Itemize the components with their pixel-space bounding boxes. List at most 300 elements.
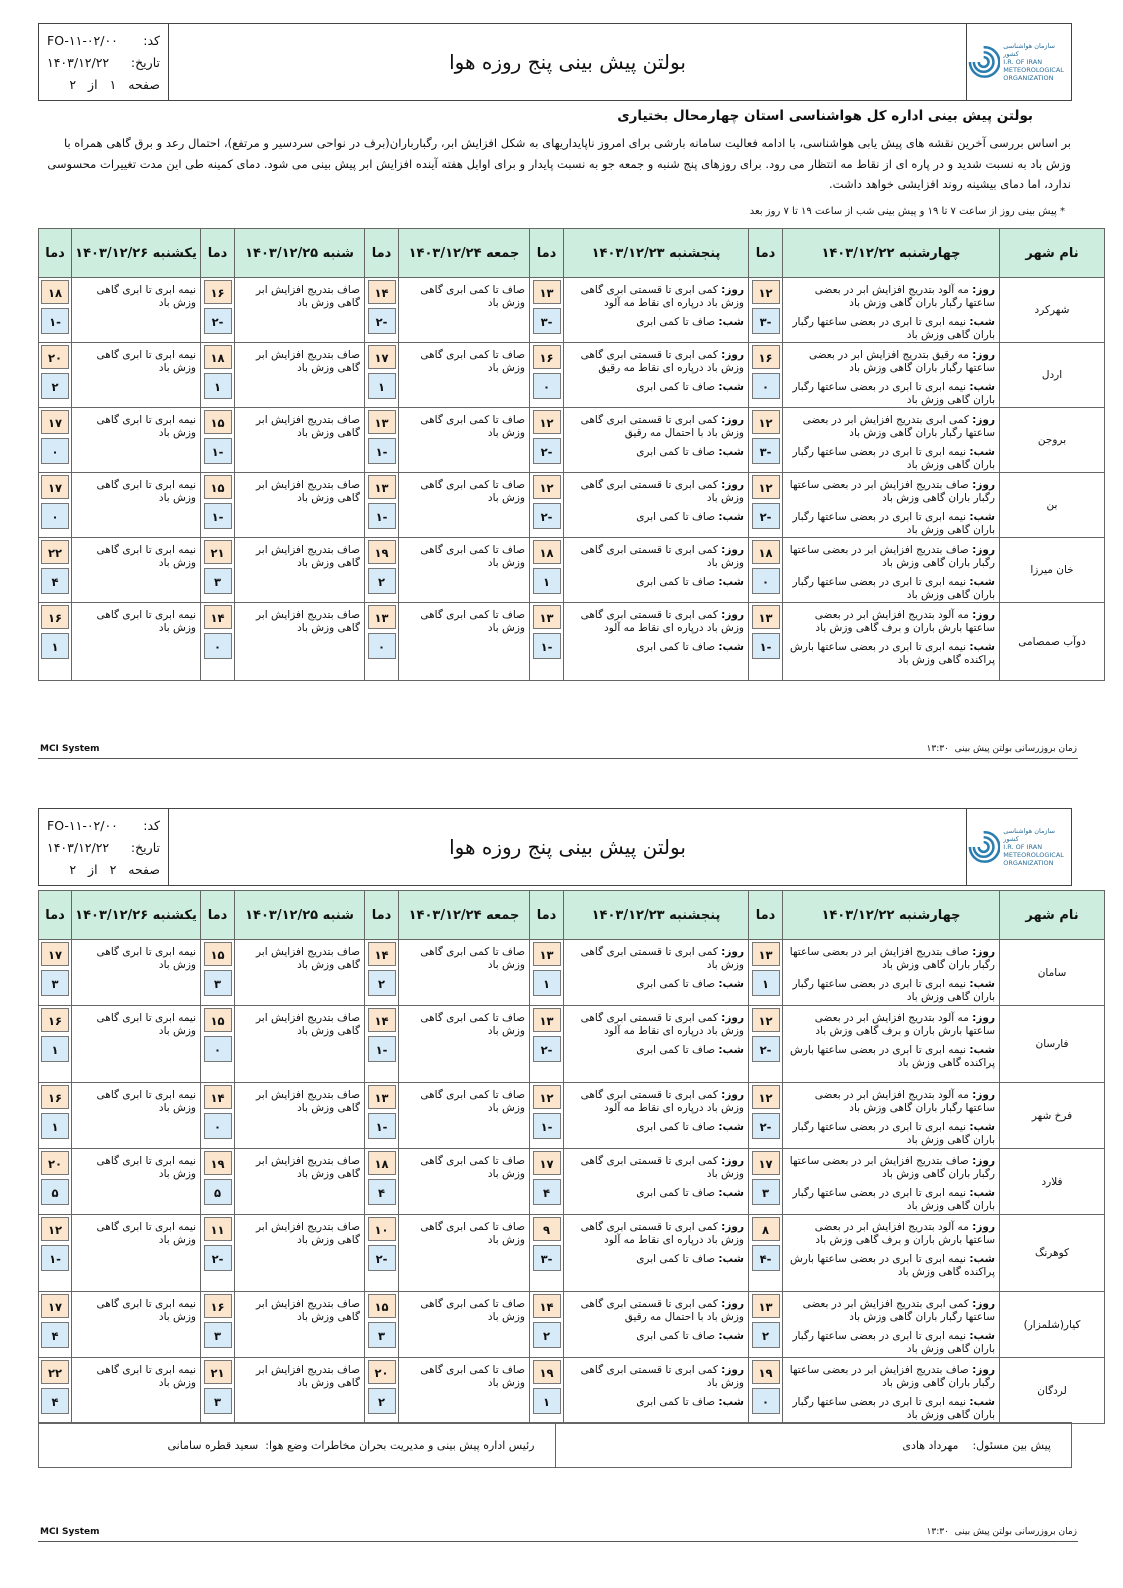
- forecast-text: صاف بتدریج افزایش ابر گاهی وزش باد: [256, 1155, 360, 1180]
- temp-cell: [749, 408, 783, 473]
- forecast-text: صاف تا کمی ابری گاهی وزش باد: [420, 544, 525, 569]
- temp-cell: [365, 343, 399, 408]
- night-label: شب:: [718, 1121, 744, 1133]
- temp-cell: [365, 603, 399, 681]
- night-label: شب:: [969, 381, 995, 393]
- temp-min: ۵: [41, 1179, 69, 1205]
- night-label: شب:: [718, 1187, 744, 1199]
- temp-cell: [201, 603, 235, 681]
- temp-cell: [749, 1083, 783, 1149]
- night-label: شب:: [718, 511, 744, 523]
- night-label: شب:: [718, 641, 744, 653]
- day-label: روز:: [972, 1221, 995, 1233]
- forecast-cell-d5: [72, 1149, 201, 1215]
- forecast-cell-d1: [783, 1006, 1000, 1083]
- temp-max: ۱۳: [533, 1008, 561, 1032]
- temp-min: ۱: [368, 373, 396, 399]
- temp-min: -۳: [533, 1245, 561, 1271]
- temp-min: ۴: [41, 1388, 69, 1414]
- temp-cell: [749, 603, 783, 681]
- date-label: تاریخ:: [130, 840, 160, 855]
- code-label: کد:: [143, 33, 160, 48]
- day-label: روز:: [972, 946, 995, 958]
- forecast-text: صاف تا کمی ابری گاهی وزش باد: [420, 609, 525, 634]
- temp-min: ۴: [368, 1179, 396, 1205]
- col-day3: جمعه ۱۴۰۳/۱۲/۲۴: [399, 229, 530, 278]
- temp-cell: [749, 1006, 783, 1083]
- temp-cell: [201, 473, 235, 538]
- day-forecast: مه آلود بتدریج افزایش ابر در بعضی ساعتها بارش باران و برف گاهی وزش باد: [814, 1012, 995, 1037]
- temp-max: ۱۵: [204, 410, 232, 434]
- meteorology-logo-icon: [967, 42, 1000, 82]
- night-forecast: صاف تا کمی ابری: [636, 1396, 716, 1408]
- night-label: شب:: [969, 1121, 995, 1133]
- temp-cell: [39, 473, 72, 538]
- temp-cell: [201, 1006, 235, 1083]
- night-label: شب:: [969, 1187, 995, 1199]
- night-forecast: صاف تا کمی ابری: [636, 641, 716, 653]
- forecast-time-note: * پیش بینی روز از ساعت ۷ تا ۱۹ و پیش بینی شب از ساعت ۱۹ تا ۷ روز بعد: [749, 206, 1065, 217]
- temp-max: ۱۳: [752, 605, 780, 629]
- day-forecast: مه آلود بتدریج افزایش ابر در بعضی ساعتها بارش باران و برف گاهی وزش باد: [814, 1221, 995, 1246]
- temp-max: ۱۲: [533, 410, 561, 434]
- temp-min: ۲: [368, 568, 396, 594]
- temp-max: ۱۶: [41, 1008, 69, 1032]
- day-forecast: کمی ابری تا قسمتی ابری گاهی وزش باد درپاره ای نقاط مه آلود: [580, 284, 744, 309]
- temp-cell: [39, 408, 72, 473]
- temp-cell: [530, 473, 564, 538]
- day-forecast: کمی ابری بتدریج افزایش ابر در بعضی ساعتها رگبار باران گاهی وزش باد: [802, 414, 995, 439]
- temp-min: ۱: [41, 1113, 69, 1139]
- day-label: روز:: [972, 349, 995, 361]
- forecast-cell-d3: [399, 278, 530, 343]
- forecast-cell-d1: [783, 1083, 1000, 1149]
- night-forecast: نیمه ابری تا ابری در بعضی ساعتها رگبار باران گاهی وزش باد: [792, 316, 995, 341]
- footer-update-label: زمان بروزرسانی بولتن پیش بینی: [954, 744, 1077, 754]
- date-value: ۱۴۰۳/۱۲/۲۲: [47, 840, 110, 855]
- forecast-cell-d5: [72, 1292, 201, 1358]
- night-forecast: صاف تا کمی ابری: [636, 978, 716, 990]
- col-day1: چهارشنبه ۱۴۰۳/۱۲/۲۲: [783, 229, 1000, 278]
- forecast-cell-d1: [783, 1292, 1000, 1358]
- temp-cell: [749, 1215, 783, 1292]
- forecast-text: صاف تا کمی ابری گاهی وزش باد: [420, 1364, 525, 1389]
- table-row: [39, 473, 1105, 538]
- temp-max: ۱۵: [368, 1294, 396, 1318]
- temp-cell: [530, 538, 564, 603]
- forecast-text: نیمه ابری تا ابری گاهی وزش باد: [96, 479, 196, 504]
- temp-max: ۱۸: [533, 540, 561, 564]
- day-forecast: کمی ابری تا قسمتی ابری گاهی وزش باد درپاره ای نقاط مه رقیق: [580, 349, 744, 374]
- day-label: روز:: [721, 1012, 744, 1024]
- temp-cell: [749, 343, 783, 408]
- day-forecast: کمی ابری تا قسمتی ابری گاهی وزش باد درپاره ای نقاط مه آلود: [580, 1012, 744, 1037]
- temp-cell: [39, 1358, 72, 1424]
- forecast-cell-d4: [235, 538, 365, 603]
- forecast-text: صاف تا کمی ابری گاهی وزش باد: [420, 349, 525, 374]
- forecaster-name: مهرداد هادی: [902, 1438, 959, 1452]
- temp-max: ۲۰: [368, 1360, 396, 1384]
- forecast-cell-d5: [72, 1358, 201, 1424]
- forecast-text: صاف تا کمی ابری گاهی وزش باد: [420, 1298, 525, 1323]
- night-label: شب:: [969, 511, 995, 523]
- forecast-cell-d3: [399, 408, 530, 473]
- table-row: [39, 408, 1105, 473]
- day-label: روز:: [972, 544, 995, 556]
- forecast-cell-d2: [564, 1149, 749, 1215]
- temp-cell: [365, 1292, 399, 1358]
- day-label: روز:: [721, 946, 744, 958]
- day-forecast: کمی ابری تا قسمتی ابری گاهی وزش باد: [580, 1364, 744, 1389]
- temp-min: ۱: [752, 970, 780, 996]
- forecast-cell-d3: [399, 1215, 530, 1292]
- night-forecast: نیمه ابری تا ابری در بعضی ساعتها رگبار باران گاهی وزش باد: [792, 1396, 995, 1421]
- day-forecast: مه آلود بتدریج افزایش ابر در بعضی ساعتها رگبار باران گاهی وزش باد: [814, 284, 995, 309]
- temp-min: -۱: [41, 1245, 69, 1271]
- temp-min: -۱: [204, 438, 232, 464]
- logo-text-1: I.R. OF IRAN: [1003, 58, 1043, 66]
- forecast-cell-d5: [72, 343, 201, 408]
- temp-max: ۱۹: [752, 1360, 780, 1384]
- day-label: روز:: [972, 414, 995, 426]
- day-forecast: کمی ابری بتدریج افزایش ابر در بعضی ساعتها رگبار باران گاهی وزش باد: [802, 1298, 995, 1323]
- temp-max: ۱۴: [204, 605, 232, 629]
- temp-max: ۱۳: [533, 280, 561, 304]
- forecast-cell-d2: [564, 603, 749, 681]
- temp-min: ۰: [204, 1036, 232, 1062]
- temp-min: -۲: [533, 1036, 561, 1062]
- night-forecast: نیمه ابری تا ابری در بعضی ساعتها بارش پراکنده گاهی وزش باد: [789, 1044, 995, 1069]
- temp-max: ۱۸: [368, 1151, 396, 1175]
- temp-cell: [365, 1149, 399, 1215]
- temp-max: ۱۴: [368, 1008, 396, 1032]
- temp-max: ۱۵: [204, 1008, 232, 1032]
- night-forecast: صاف تا کمی ابری: [636, 1253, 716, 1265]
- temp-max: ۱۰: [368, 1217, 396, 1241]
- temp-min: -۲: [204, 308, 232, 334]
- table-header-row: [39, 229, 1105, 278]
- temp-max: ۲۲: [41, 1360, 69, 1384]
- head-label: رئیس اداره پیش بینی و مدیریت بحران مخاطرات وضع هوا:: [265, 1438, 535, 1452]
- forecast-cell-d2: [564, 538, 749, 603]
- col-temp: دما: [365, 891, 399, 940]
- table-row: [39, 603, 1105, 681]
- temp-min: -۲: [368, 308, 396, 334]
- temp-cell: [530, 1006, 564, 1083]
- forecast-text: صاف بتدریج افزایش ابر گاهی وزش باد: [256, 1364, 360, 1389]
- table-row: [39, 1292, 1105, 1358]
- code-value: FO-۱۱-۰۲/۰۰: [47, 33, 118, 48]
- col-temp: دما: [201, 229, 235, 278]
- temp-cell: [39, 278, 72, 343]
- table-row: [39, 1149, 1105, 1215]
- head-name: سعید قطره سامانی: [167, 1438, 259, 1452]
- forecast-cell-d1: [783, 473, 1000, 538]
- day-label: روز:: [721, 349, 744, 361]
- temp-min: ۱: [533, 568, 561, 594]
- forecast-cell-d5: [72, 1006, 201, 1083]
- temp-min: ۲: [533, 1322, 561, 1348]
- temp-min: -۲: [752, 1036, 780, 1062]
- footer-update-label: زمان بروزرسانی بولتن پیش بینی: [954, 1527, 1077, 1537]
- forecast-text: نیمه ابری تا ابری گاهی وزش باد: [96, 544, 196, 569]
- night-forecast: نیمه ابری تا ابری در بعضی ساعتها رگبار باران گاهی وزش باد: [792, 576, 995, 601]
- temp-cell: [39, 1149, 72, 1215]
- night-label: شب:: [969, 1330, 995, 1342]
- forecast-cell-d3: [399, 1006, 530, 1083]
- forecast-text: صاف تا کمی ابری گاهی وزش باد: [420, 1012, 525, 1037]
- col-city: نام شهر: [1000, 229, 1105, 278]
- temp-max: ۱۶: [533, 345, 561, 369]
- date-label: تاریخ:: [130, 55, 160, 70]
- temp-cell: [749, 940, 783, 1006]
- temp-min: ۰: [41, 503, 69, 529]
- code-label: کد:: [143, 818, 160, 833]
- temp-max: ۹: [533, 1217, 561, 1241]
- temp-cell: [530, 1149, 564, 1215]
- temp-cell: [39, 1006, 72, 1083]
- temp-min: -۱: [368, 1036, 396, 1062]
- temp-max: ۱۳: [533, 942, 561, 966]
- city-name: لردگان: [1000, 1358, 1105, 1424]
- forecast-text: نیمه ابری تا ابری گاهی وزش باد: [96, 1155, 196, 1180]
- temp-min: -۲: [204, 1245, 232, 1271]
- col-day4: شنبه ۱۴۰۳/۱۲/۲۵: [235, 229, 365, 278]
- day-forecast: صاف بتدریج افزایش ابر در بعضی ساعتها رگبار باران گاهی وزش باد: [789, 544, 995, 569]
- temp-min: ۲: [752, 1322, 780, 1348]
- logo-text-2: METEOROLOGICAL: [1003, 851, 1064, 859]
- temp-max: ۱۲: [752, 1008, 780, 1032]
- city-name: بن: [1000, 473, 1105, 538]
- temp-min: -۳: [533, 308, 561, 334]
- page-of-label: از: [88, 77, 98, 92]
- temp-cell: [201, 278, 235, 343]
- col-day5: یکشنبه ۱۴۰۳/۱۲/۲۶: [72, 229, 201, 278]
- temp-min: -۳: [752, 308, 780, 334]
- forecast-text: صاف بتدریج افزایش ابر گاهی وزش باد: [256, 479, 360, 504]
- temp-min: ۴: [41, 568, 69, 594]
- page-of-label: از: [88, 862, 98, 877]
- temp-min: ۰: [533, 373, 561, 399]
- temp-max: ۲۲: [41, 540, 69, 564]
- night-forecast: صاف تا کمی ابری: [636, 381, 716, 393]
- forecast-text: صاف بتدریج افزایش ابر گاهی وزش باد: [256, 609, 360, 634]
- forecast-cell-d1: [783, 603, 1000, 681]
- temp-max: ۲۱: [204, 540, 232, 564]
- forecast-text: نیمه ابری تا ابری گاهی وزش باد: [96, 946, 196, 971]
- temp-min: ۳: [41, 970, 69, 996]
- temp-max: ۱۶: [752, 345, 780, 369]
- night-label: شب:: [969, 1396, 995, 1408]
- temp-max: ۱۱: [204, 1217, 232, 1241]
- temp-min: ۲: [41, 373, 69, 399]
- temp-max: ۱۴: [533, 1294, 561, 1318]
- night-forecast: صاف تا کمی ابری: [636, 1121, 716, 1133]
- night-label: شب:: [969, 316, 995, 328]
- footer-update-time: ۱۳:۳۰: [926, 744, 949, 754]
- temp-cell: [749, 1149, 783, 1215]
- col-day1: چهارشنبه ۱۴۰۳/۱۲/۲۲: [783, 891, 1000, 940]
- night-forecast: صاف تا کمی ابری: [636, 1330, 716, 1342]
- day-forecast: کمی ابری تا قسمتی ابری گاهی وزش باد: [580, 946, 744, 971]
- forecast-text: نیمه ابری تا ابری گاهی وزش باد: [96, 609, 196, 634]
- forecast-cell-d2: [564, 1006, 749, 1083]
- logo-text-fa: سازمان هواشناسی کشور: [1003, 827, 1055, 843]
- forecaster-signature: [556, 1423, 1072, 1467]
- night-forecast: صاف تا کمی ابری: [636, 511, 716, 523]
- logo-text-1: I.R. OF IRAN: [1003, 843, 1043, 851]
- temp-min: ۲: [368, 1388, 396, 1414]
- col-temp: دما: [530, 891, 564, 940]
- temp-cell: [749, 1358, 783, 1424]
- temp-cell: [365, 278, 399, 343]
- temp-min: ۳: [204, 1322, 232, 1348]
- page-number: ۱: [109, 77, 117, 92]
- forecast-table: [38, 228, 1105, 681]
- forecast-cell-d1: [783, 538, 1000, 603]
- temp-max: ۱۶: [204, 1294, 232, 1318]
- temp-cell: [530, 603, 564, 681]
- day-forecast: کمی ابری تا قسمتی ابری گاهی وزش باد با احتمال مه رقیق: [580, 1298, 744, 1323]
- temp-max: ۱۲: [533, 1085, 561, 1109]
- day-label: روز:: [972, 1364, 995, 1376]
- night-label: شب:: [969, 641, 995, 653]
- table-row: [39, 278, 1105, 343]
- doc-info-box: [39, 24, 169, 100]
- forecast-cell-d5: [72, 538, 201, 603]
- logo-text-fa: سازمان هواشناسی کشور: [1003, 42, 1055, 58]
- col-temp: دما: [749, 891, 783, 940]
- col-temp: دما: [530, 229, 564, 278]
- forecast-table: [38, 890, 1105, 1424]
- temp-max: ۱۷: [752, 1151, 780, 1175]
- temp-min: ۳: [204, 1388, 232, 1414]
- table-row: [39, 343, 1105, 408]
- forecast-text: صاف بتدریج افزایش ابر گاهی وزش باد: [256, 1298, 360, 1323]
- temp-cell: [201, 408, 235, 473]
- forecast-text: نیمه ابری تا ابری گاهی وزش باد: [96, 284, 196, 309]
- day-label: روز:: [721, 414, 744, 426]
- col-temp: دما: [749, 229, 783, 278]
- night-label: شب:: [969, 576, 995, 588]
- day-label: روز:: [972, 609, 995, 621]
- forecast-text: نیمه ابری تا ابری گاهی وزش باد: [96, 1012, 196, 1037]
- night-forecast: صاف تا کمی ابری: [636, 576, 716, 588]
- forecast-cell-d4: [235, 1215, 365, 1292]
- col-temp: دما: [39, 891, 72, 940]
- organization-logo: [966, 809, 1071, 885]
- forecast-cell-d1: [783, 408, 1000, 473]
- day-label: روز:: [972, 479, 995, 491]
- bulletin-header: [38, 23, 1072, 101]
- temp-min: ۱: [41, 633, 69, 659]
- temp-min: -۲: [533, 438, 561, 464]
- day-forecast: صاف بتدریج افزایش ابر در بعضی ساعتها رگبار باران گاهی وزش باد: [789, 1364, 995, 1389]
- day-forecast: کمی ابری تا قسمتی ابری گاهی وزش باد با احتمال مه رقیق: [580, 414, 744, 439]
- forecast-text: نیمه ابری تا ابری گاهی وزش باد: [96, 349, 196, 374]
- forecaster-label: پیش بین مسئول:: [972, 1438, 1051, 1452]
- day-forecast: مه آلود بتدریج افزایش ابر در بعضی ساعتها بارش باران و برف گاهی وزش باد: [814, 609, 995, 634]
- temp-cell: [201, 1083, 235, 1149]
- temp-cell: [201, 343, 235, 408]
- table-row: [39, 940, 1105, 1006]
- forecast-cell-d4: [235, 1292, 365, 1358]
- temp-max: ۱۷: [41, 475, 69, 499]
- temp-cell: [365, 473, 399, 538]
- night-label: شب:: [718, 1396, 744, 1408]
- temp-min: -۱: [533, 1113, 561, 1139]
- temp-cell: [530, 940, 564, 1006]
- forecast-cell-d3: [399, 1149, 530, 1215]
- table-row: [39, 538, 1105, 603]
- temp-cell: [201, 538, 235, 603]
- temp-cell: [749, 538, 783, 603]
- temp-max: ۱۲: [533, 475, 561, 499]
- temp-max: ۲۰: [41, 345, 69, 369]
- table-header-row: [39, 891, 1105, 940]
- temp-cell: [201, 1215, 235, 1292]
- forecast-cell-d5: [72, 603, 201, 681]
- temp-cell: [39, 1292, 72, 1358]
- temp-min: -۳: [752, 438, 780, 464]
- forecast-cell-d4: [235, 1149, 365, 1215]
- temp-max: ۱۹: [368, 540, 396, 564]
- forecast-cell-d4: [235, 1006, 365, 1083]
- temp-min: ۴: [41, 1322, 69, 1348]
- forecast-cell-d3: [399, 538, 530, 603]
- temp-max: ۱۶: [41, 605, 69, 629]
- page-title: بولتن پیش بینی پنج روزه هوا: [449, 50, 686, 74]
- logo-text-3: ORGANIZATION: [1003, 74, 1054, 82]
- doc-info-box: [39, 809, 169, 885]
- forecast-cell-d1: [783, 1149, 1000, 1215]
- temp-min: ۰: [204, 633, 232, 659]
- temp-min: -۲: [752, 1113, 780, 1139]
- intro-paragraph: بر اساس بررسی آخرین نقشه های پیش یابی هواشناسی، با ادامه فعالیت سامانه بارشی برای امروز ناپایداریهای به شکل افزایش ابر، رگبارباران(برف در نواحی سردسیر و مرتفع)، احتمال رعد و برق گاهی همراه با وزش باد به نسبت شدید و در پاره ای از نقاط مه انتظار می رود. برای روزهای پنج شنبه و جمعه جو به نسبت پایدار و برای اوایل هفته آینده افزایش ابر پیش بینی می شود. دمای کمینه طی این مدت تغییرات محسوسی ندارد، اما دمای بیشینه روند افزایشی خواهد داشت.: [47, 136, 1071, 191]
- temp-max: ۱۲: [752, 280, 780, 304]
- temp-max: ۱۳: [368, 605, 396, 629]
- col-city: نام شهر: [1000, 891, 1105, 940]
- temp-min: ۵: [204, 1179, 232, 1205]
- day-label: روز:: [721, 1364, 744, 1376]
- forecast-cell-d3: [399, 1083, 530, 1149]
- day-forecast: مه آلود بتدریج افزایش ابر در بعضی ساعتها رگبار باران گاهی وزش باد: [814, 1089, 995, 1114]
- bulletin-subtitle: بولتن پیش بینی اداره کل هواشناسی استان چهارمحال بختیاری: [617, 108, 1033, 124]
- day-label: روز:: [972, 1089, 995, 1101]
- forecast-cell-d5: [72, 1215, 201, 1292]
- day-label: روز:: [721, 609, 744, 621]
- organization-logo: [966, 24, 1071, 100]
- day-label: روز:: [972, 284, 995, 296]
- temp-max: ۱۹: [533, 1360, 561, 1384]
- temp-cell: [530, 408, 564, 473]
- temp-cell: [365, 1006, 399, 1083]
- temp-max: ۱۸: [204, 345, 232, 369]
- night-label: شب:: [718, 446, 744, 458]
- forecast-text: صاف تا کمی ابری گاهی وزش باد: [420, 284, 525, 309]
- temp-min: ۰: [752, 568, 780, 594]
- forecast-cell-d1: [783, 940, 1000, 1006]
- temp-max: ۱۲: [752, 1085, 780, 1109]
- forecast-cell-d1: [783, 343, 1000, 408]
- night-forecast: نیمه ابری تا ابری در بعضی ساعتها رگبار باران گاهی وزش باد: [792, 1121, 995, 1146]
- forecast-cell-d4: [235, 940, 365, 1006]
- forecast-cell-d1: [783, 278, 1000, 343]
- temp-min: ۰: [204, 1113, 232, 1139]
- night-label: شب:: [969, 446, 995, 458]
- temp-cell: [201, 940, 235, 1006]
- temp-min: -۱: [368, 503, 396, 529]
